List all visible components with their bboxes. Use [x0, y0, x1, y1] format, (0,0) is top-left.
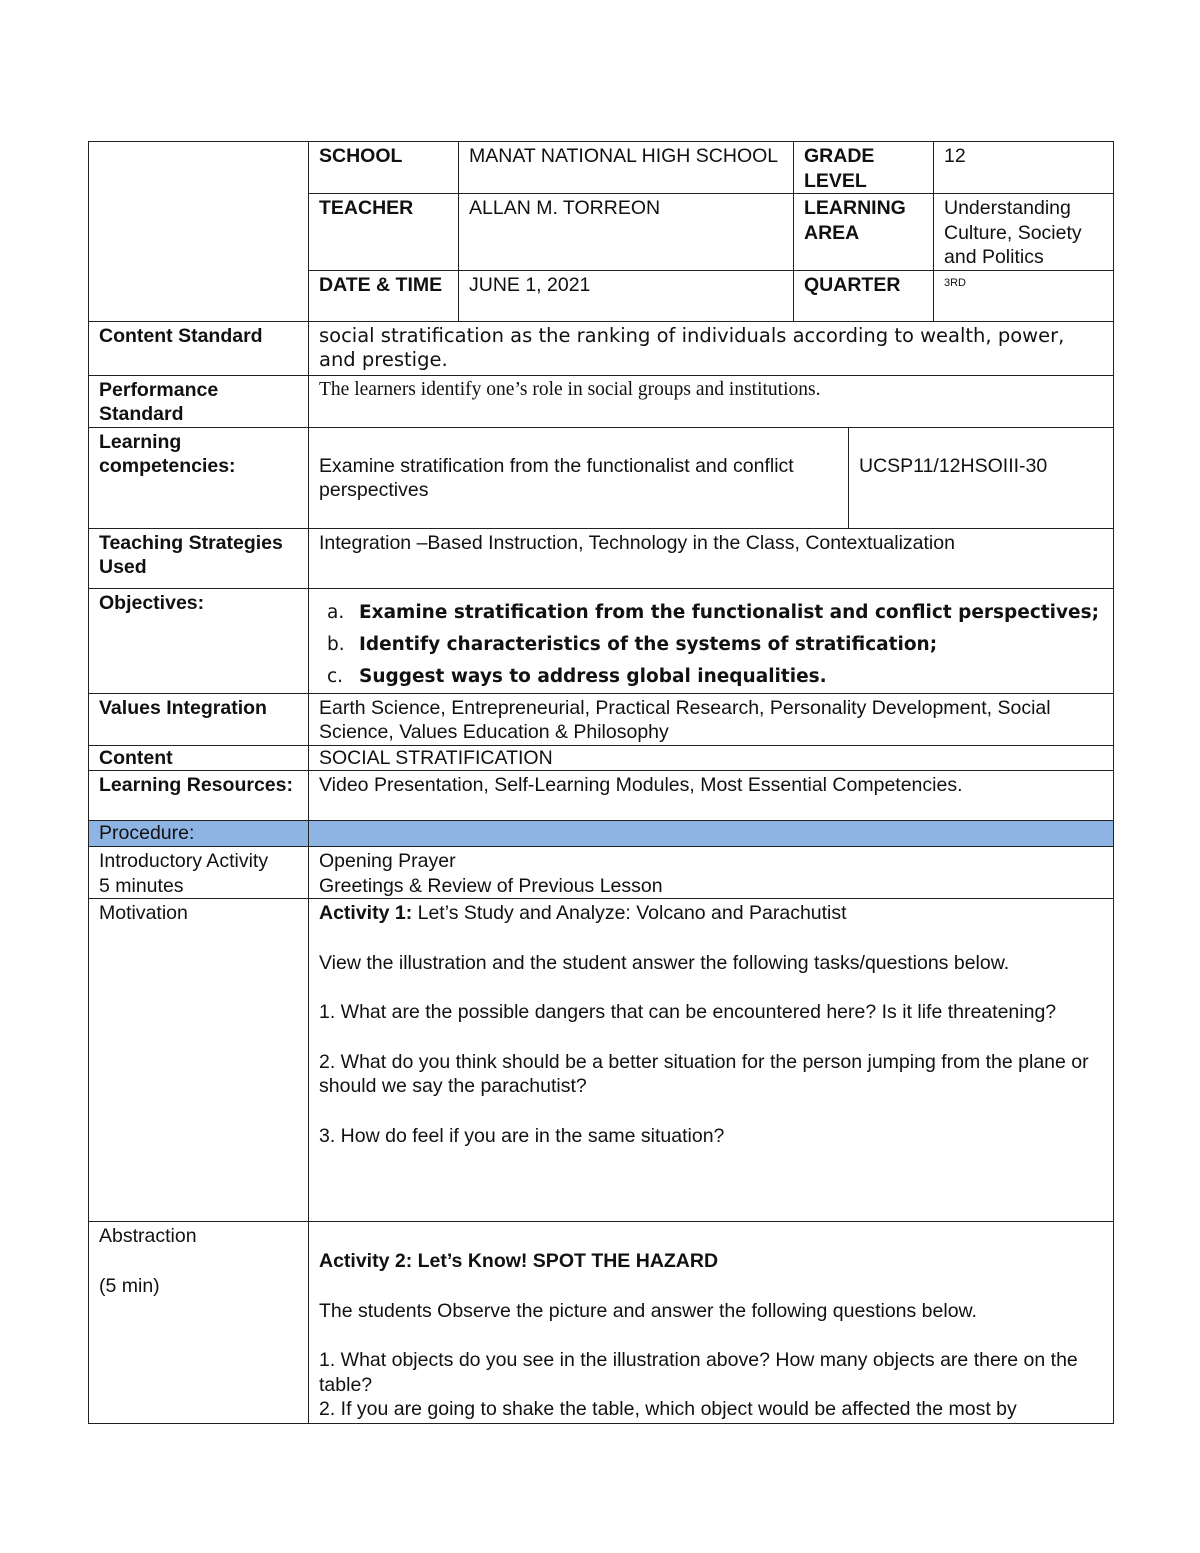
objectives-list: [319, 597, 1104, 693]
school-label: SCHOOL: [309, 142, 459, 194]
motivation-question-3: 3. How do feel if you are in the same situation?: [319, 1124, 725, 1147]
competencies-row: [89, 427, 1114, 528]
resources-row: [89, 771, 1114, 821]
abstraction-instruction: The students Observe the picture and answer the following questions below.: [319, 1299, 977, 1322]
motivation-instruction: View the illustration and the student answer the following tasks/questions below.: [319, 951, 1010, 974]
objectives-label: Objectives:: [89, 588, 309, 693]
procedure-label: Procedure:: [89, 821, 309, 847]
abstraction-content-cell: [309, 1222, 1114, 1424]
objectives-row: [89, 588, 1114, 693]
abstraction-question-1: 1. What objects do you see in the illustration above? How many objects are there on the table?: [319, 1349, 1078, 1396]
intro-label-cell: [89, 847, 309, 899]
performance-standard-value: The learners identify one’s role in social groups and institutions.: [309, 375, 1114, 427]
intro-row: [89, 847, 1114, 899]
objective-item: c. Suggest ways to address global inequalities.: [327, 665, 827, 687]
procedure-row: [89, 821, 1114, 847]
content-standard-row: [89, 321, 1114, 375]
content-label: Content: [89, 745, 309, 771]
grade-value: 12: [934, 142, 1114, 194]
lesson-plan-table: [88, 141, 1114, 1424]
abstraction-row: [89, 1222, 1114, 1424]
area-value: Understanding Culture, Society and Politics: [934, 194, 1114, 271]
values-label: Values Integration: [89, 693, 309, 745]
intro-line-greetings: Greetings & Review of Previous Lesson: [319, 874, 663, 897]
competencies-value: Examine stratification from the functionalist and conflict perspectives: [309, 427, 849, 528]
activity-2-heading: Activity 2: Let’s Know! SPOT THE HAZARD: [319, 1250, 719, 1272]
strategies-row: [89, 528, 1114, 588]
motivation-label: Motivation: [89, 899, 309, 1222]
competencies-code: UCSP11/12HSOIII-30: [849, 427, 1114, 528]
objective-item: b. Identify characteristics of the systems of stratification;: [327, 633, 938, 655]
quarter-cell: [934, 270, 1114, 321]
motivation-question-1: 1. What are the possible dangers that can be encountered here? Is it life threatening?: [319, 1001, 1057, 1023]
intro-time: 5 minutes: [99, 874, 184, 897]
objectives-cell: [309, 588, 1114, 693]
grade-label: GRADE LEVEL: [794, 142, 934, 194]
abstraction-label: Abstraction: [99, 1225, 197, 1247]
date-value: JUNE 1, 2021: [459, 270, 794, 321]
procedure-blank: [309, 821, 1114, 847]
abstraction-question-2: 2. If you are going to shake the table, which object would be affected the most by: [319, 1398, 1017, 1420]
quarter-value: 3RD: [944, 276, 967, 289]
date-label: DATE & TIME: [309, 270, 459, 321]
content-standard-label: Content Standard: [89, 321, 309, 375]
activity-1-heading: Activity 1: Let’s Study and Analyze: Volcano and Parachutist: [319, 902, 847, 924]
resources-value: Video Presentation, Self-Learning Modules, Most Essential Competencies.: [309, 771, 1114, 821]
abstraction-time: (5 min): [99, 1274, 160, 1297]
area-label: LEARNING AREA: [794, 194, 934, 271]
resources-label: Learning Resources:: [89, 771, 309, 821]
content-value: SOCIAL STRATIFICATION: [309, 745, 1114, 771]
school-value: MANAT NATIONAL HIGH SCHOOL: [459, 142, 794, 194]
teacher-value: ALLAN M. TORREON: [459, 194, 794, 271]
quarter-label: QUARTER: [794, 270, 934, 321]
intro-label: Introductory Activity: [99, 850, 269, 872]
intro-content-cell: [309, 847, 1114, 899]
content-standard-value: social stratification as the ranking of individuals according to wealth, power, and prestige.: [309, 321, 1114, 375]
competencies-label: Learning competencies:: [89, 427, 309, 528]
objective-item: a. Examine stratification from the functionalist and conflict perspectives;: [327, 601, 1099, 623]
values-value: Earth Science, Entrepreneurial, Practical Research, Personality Development, Social Science, Values Education & Philosophy: [309, 693, 1114, 745]
teacher-label: TEACHER: [309, 194, 459, 271]
header-blank-cell: [89, 142, 309, 322]
performance-standard-row: [89, 375, 1114, 427]
intro-line-prayer: Opening Prayer: [319, 850, 456, 872]
header-row-school: [89, 142, 1114, 194]
strategies-label: Teaching Strategies Used: [89, 528, 309, 588]
motivation-question-2: 2. What do you think should be a better situation for the person jumping from the plane or should we say the parachutist?: [319, 1050, 1089, 1097]
motivation-content-cell: [309, 899, 1114, 1222]
abstraction-label-cell: [89, 1222, 309, 1424]
content-row: [89, 745, 1114, 771]
performance-standard-label: Performance Standard: [89, 375, 309, 427]
motivation-row: [89, 899, 1114, 1222]
values-row: [89, 693, 1114, 745]
strategies-value: Integration –Based Instruction, Technology in the Class, Contextualization: [309, 528, 1114, 588]
